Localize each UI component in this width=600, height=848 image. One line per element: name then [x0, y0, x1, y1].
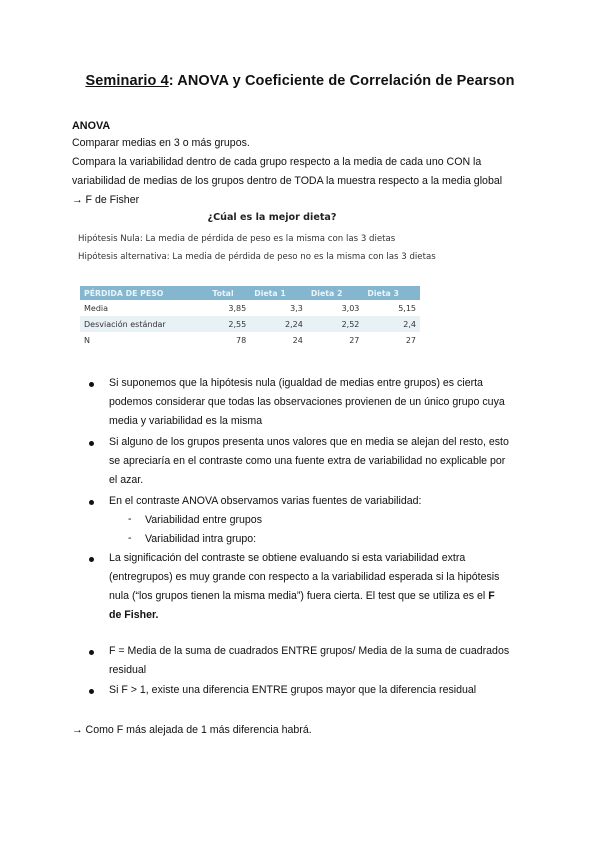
dash-icon: -: [128, 513, 132, 525]
bullet-icon: [89, 650, 94, 655]
table-header-row: [80, 286, 420, 300]
bullet-1-line-1: Si suponemos que la hipótesis nula (igualdad de medias entre grupos) es cierta: [109, 377, 483, 389]
bullet-4-line-3-bold: F: [488, 590, 495, 602]
table-cell: 2,24: [250, 316, 307, 332]
table-cell: 2,55: [208, 316, 250, 332]
bullet-icon: [89, 689, 94, 694]
table-header: Dieta 1: [250, 286, 307, 300]
table-cell: 78: [208, 332, 250, 348]
table-cell: 27: [307, 332, 364, 348]
bullet-4-line-1: La significación del contraste se obtiene evaluando si esta variabilidad extra: [109, 552, 466, 564]
table-header: Dieta 2: [307, 286, 364, 300]
title-subject: : ANOVA y Coeficiente de Correlación de Pearson: [168, 73, 515, 89]
table-cell: 3,3: [250, 300, 307, 316]
bullet-5-line-1: F = Media de la suma de cuadrados ENTRE grupos/ Media de la suma de cuadrados: [109, 645, 510, 657]
anova-line-2: Compara la variabilidad dentro de cada grupo respecto a la media de cada uno CON la: [72, 156, 482, 168]
title-seminar-number: Seminario 4: [85, 73, 169, 89]
bullet-4-line-2: (entregrupos) es muy grande con respecto a la variabilidad esperada si la hipótesis: [109, 571, 500, 583]
null-hypothesis: Hipótesis Nula: La media de pérdida de peso es la misma con las 3 dietas: [78, 234, 396, 244]
table-header: PÉRDIDA DE PESO: [80, 286, 208, 300]
bullet-4-line-4: de Fisher.: [109, 609, 159, 621]
weight-loss-table: [80, 286, 420, 348]
bullet-5-line-2: residual: [109, 664, 147, 676]
table-cell: 27: [363, 332, 420, 348]
page-title: [0, 73, 600, 89]
table-cell: 24: [250, 332, 307, 348]
bullet-1-line-2: podemos considerar que todas las observaciones provienen de un único grupo cuya: [109, 396, 505, 408]
conclusion-line: → Como F más alejada de 1 más diferencia habrá.: [72, 724, 312, 736]
table-row: [80, 332, 420, 348]
bullet-2-line-3: el azar.: [109, 474, 144, 486]
dash-icon: -: [128, 532, 132, 544]
bullet-3-sub-1: Variabilidad entre grupos: [145, 514, 262, 526]
table-row: [80, 300, 420, 316]
table-cell: 2,52: [307, 316, 364, 332]
bullet-4-line-3: [109, 587, 529, 606]
bullet-3-line-1: En el contraste ANOVA observamos varias fuentes de variabilidad:: [109, 495, 422, 507]
table-cell: Desviación estándar: [80, 316, 208, 332]
bullet-2-line-2: se apreciaría en el contraste como una fuente extra de variabilidad no explicable por: [109, 455, 506, 467]
table-cell: 3,85: [208, 300, 250, 316]
anova-line-1: Comparar medias en 3 o más grupos.: [72, 137, 250, 149]
table-cell: N: [80, 332, 208, 348]
alternative-hypothesis: Hipótesis alternativa: La media de pérdida de peso no es la misma con las 3 dietas: [78, 252, 436, 262]
bullet-icon: [89, 500, 94, 505]
table-cell: 2,4: [363, 316, 420, 332]
table-cell: 5,15: [363, 300, 420, 316]
bullet-3-sub-2: Variabilidad intra grupo:: [145, 533, 257, 545]
bullet-1-line-3: media y variabilidad es la misma: [109, 415, 263, 427]
table-cell: Media: [80, 300, 208, 316]
table-header: Dieta 3: [363, 286, 420, 300]
table-row: [80, 316, 420, 332]
figure-title: ¿Cúal es la mejor dieta?: [207, 212, 337, 223]
bullet-icon: [89, 382, 94, 387]
table-header: Total: [208, 286, 250, 300]
anova-line-4: → F de Fisher: [72, 194, 140, 206]
table-cell: 3,03: [307, 300, 364, 316]
bullet-4-line-3-text: nula (“los grupos tienen la misma media”) fuera cierta. El test que se utiliza es el: [109, 590, 486, 602]
bullet-icon: [89, 441, 94, 446]
bullet-icon: [89, 557, 94, 562]
section-heading-anova: ANOVA: [72, 120, 111, 132]
diet-figure: [72, 212, 472, 352]
bullet-6-line-1: Si F > 1, existe una diferencia ENTRE grupos mayor que la diferencia residual: [109, 684, 477, 696]
anova-line-3: variabilidad de medias de los grupos dentro de TODA la muestra respecto a la media global: [72, 175, 503, 187]
bullet-2-line-1: Si alguno de los grupos presenta unos valores que en media se alejan del resto, esto: [109, 436, 509, 448]
